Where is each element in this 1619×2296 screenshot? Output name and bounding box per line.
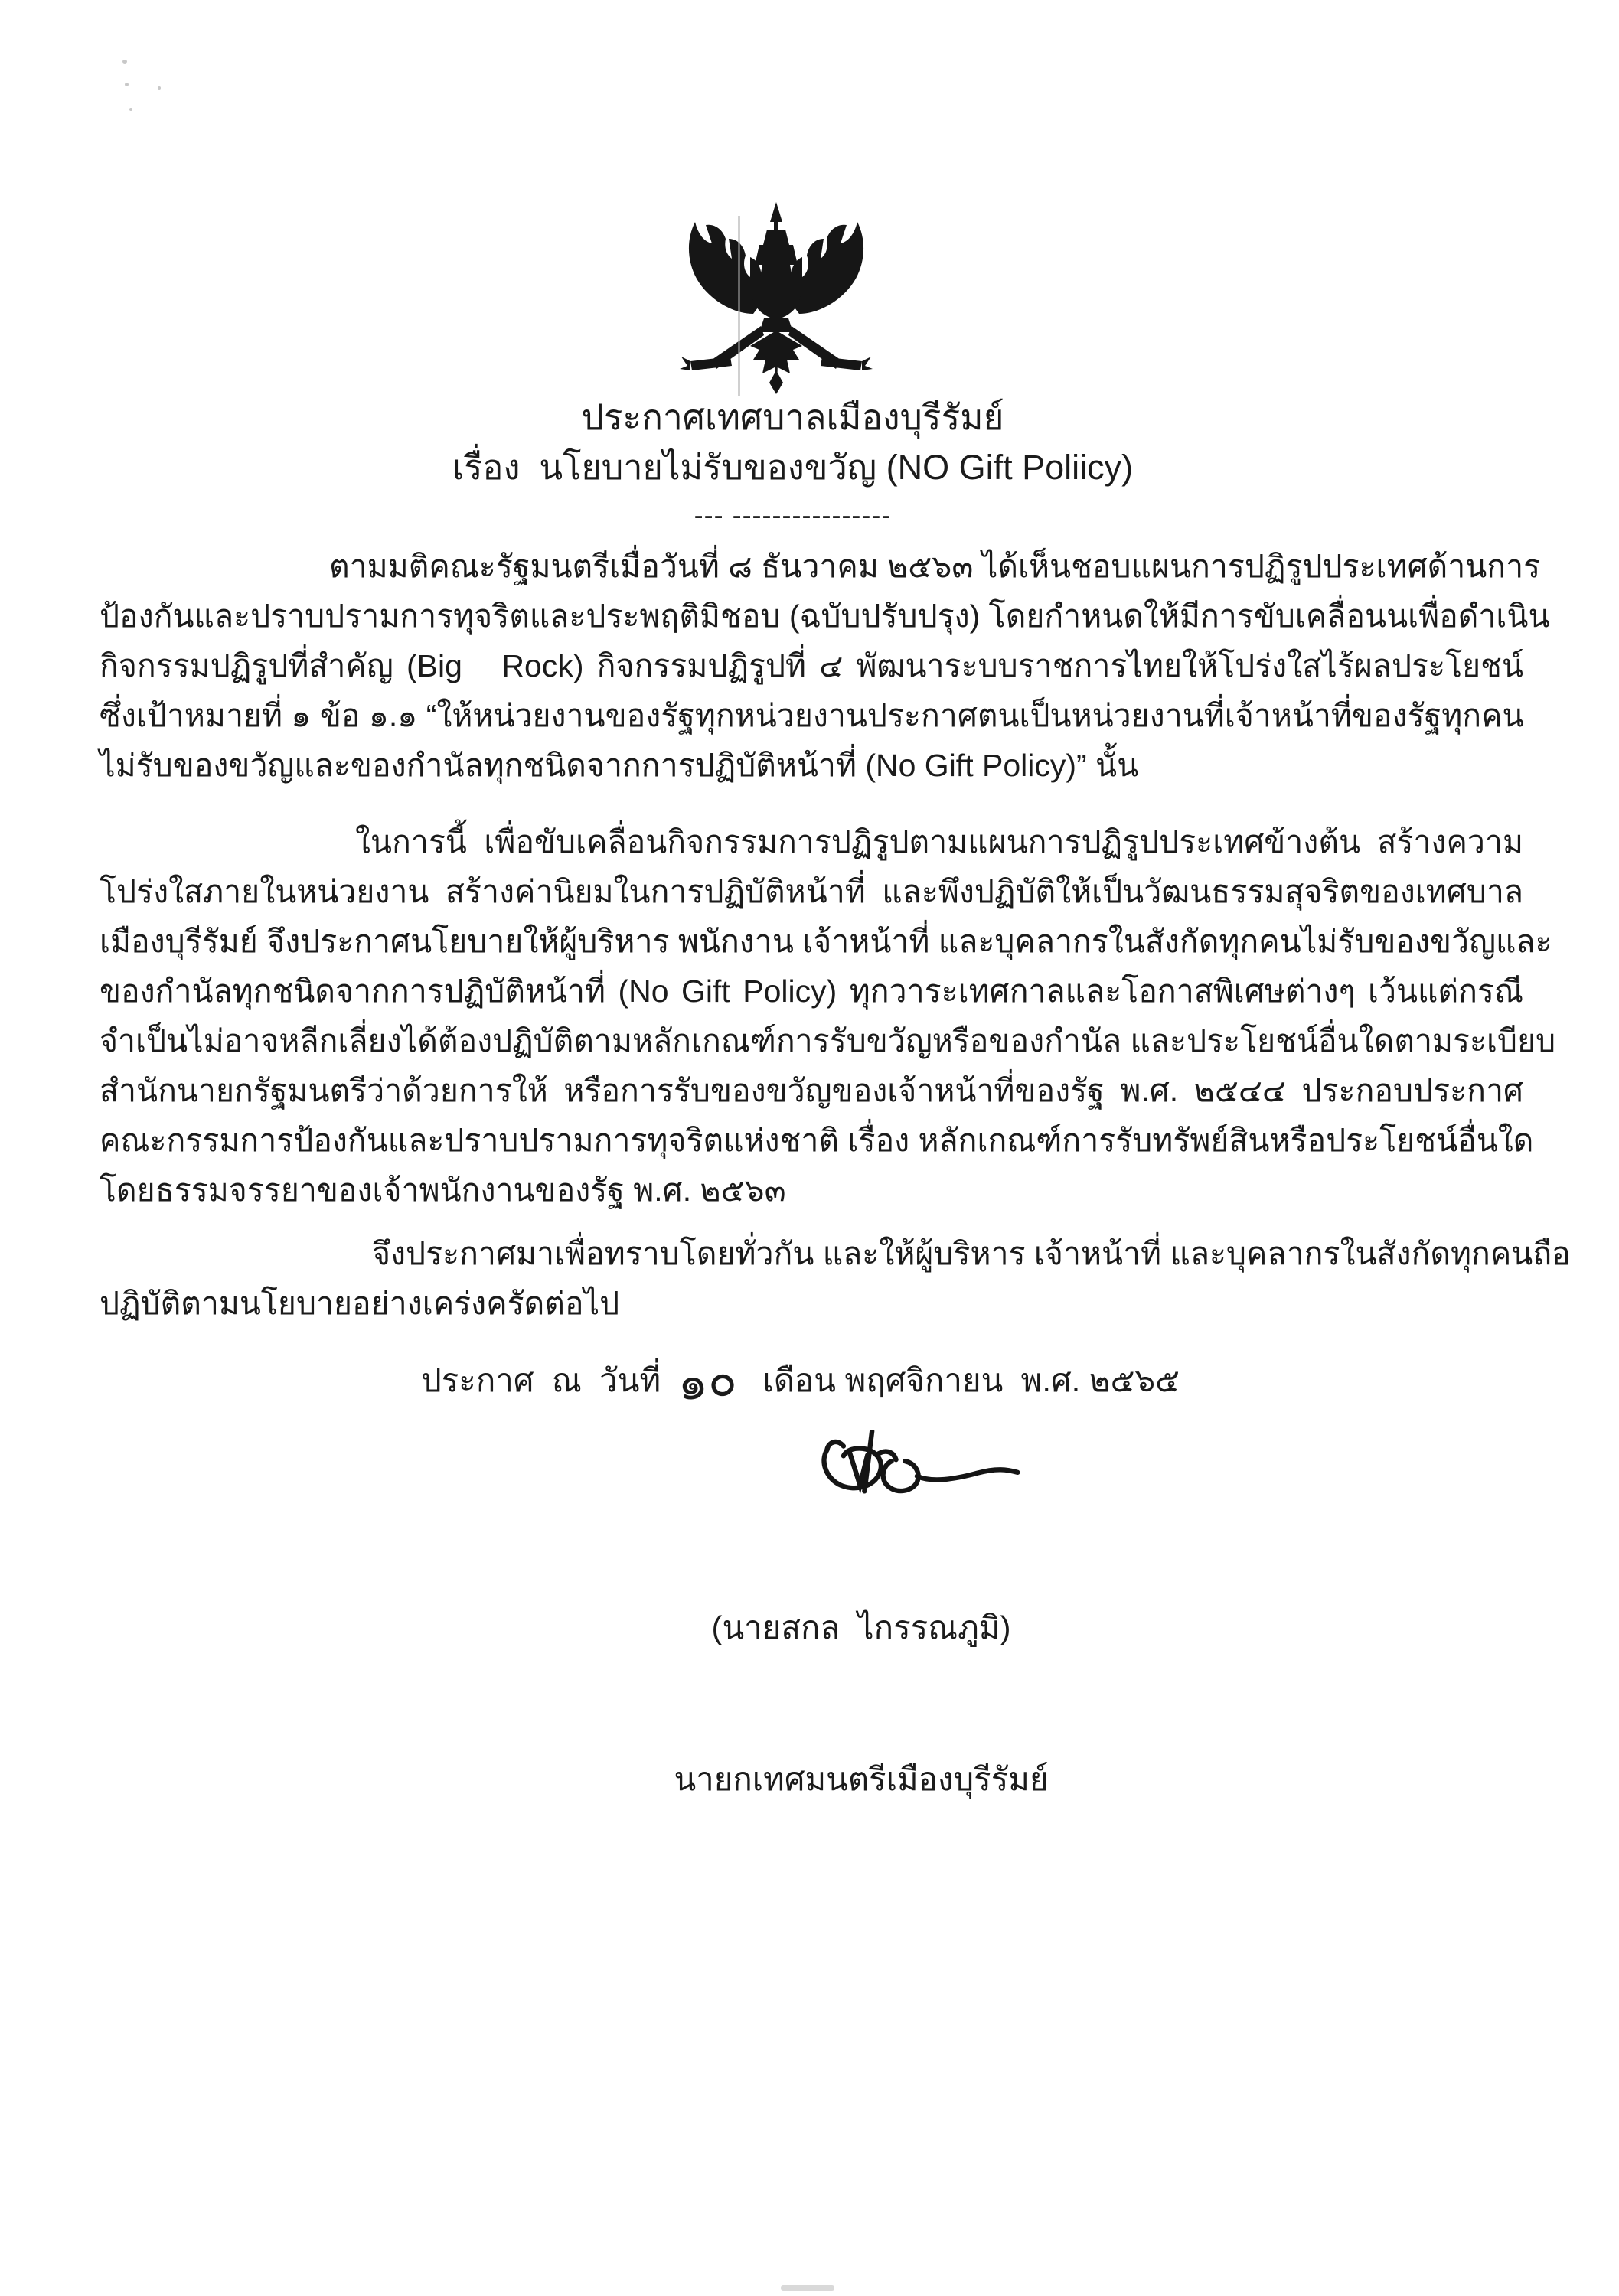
signer-name: (นายสกล ไกรรณภูมิ) xyxy=(711,1609,1011,1645)
paragraph-1 xyxy=(100,542,1550,791)
body-line: จึงประกาศมาเพื่อทราบโดยทั่วกัน และให้ผู้บริหาร เจ้าหน้าที่ และบุคลากรในสังกัดทุกคนถือ xyxy=(372,1236,1571,1271)
scan-fold-line xyxy=(738,216,740,396)
garuda-emblem xyxy=(664,199,888,398)
paragraph-3 xyxy=(100,1229,1571,1329)
body-line: เมืองบุรีรัมย์ จึงประกาศนโยบายให้ผู้บริหาร พนักงาน เจ้าหน้าที่ และบุคลากรในสังกัดทุกคนไม่รับของขวัญและ xyxy=(100,924,1552,959)
body-line: ของกำนัลทุกชนิดจากการปฏิบัติหน้าที่ (No Gift Policy) ทุกวาระเทศกาลและโอกาสพิเศษต่างๆ เว้นแต่กรณี xyxy=(100,974,1523,1009)
body-line: ซึ่งเป้าหมายที่ ๑ ข้อ ๑.๑ “ให้หน่วยงานของรัฐทุกหน่วยงานประกาศตนเป็นหน่วยงานที่เจ้าหน้าที่ของรัฐทุกคน xyxy=(100,698,1524,733)
signer-position: นายกเทศมนตรีเมืองบุรีรัมย์ xyxy=(674,1761,1049,1797)
signer-block xyxy=(666,1502,1056,1906)
body-line: จำเป็นไม่อาจหลีกเลี่ยงได้ต้องปฏิบัติตามหลักเกณฑ์การรับขวัญหรือของกำนัล และประโยชน์อื่นใดตามระเบียบ xyxy=(100,1023,1556,1058)
body-line: ป้องกันและปราบปรามการทุจริตและประพฤติมิชอบ (ฉบับปรับปรุง) โดยกำหนดให้มีการขับเคลื่อนนเพื่อดำเนิน xyxy=(100,598,1550,634)
date-day-handwritten: ๑๐ xyxy=(674,1352,739,1411)
body-line: ในการนี้ เพื่อขับเคลื่อนกิจกรรมการปฏิรูปตามแผนการปฏิรูปประเทศข้างต้น สร้างความ xyxy=(355,824,1523,859)
body-line: สำนักนายกรัฐมนตรีว่าด้วยการให้ หรือการรับของขวัญของเจ้าหน้าที่ของรัฐ พ.ศ. ๒๕๔๔ ประกอบประกาศ xyxy=(100,1073,1523,1108)
body-line: ปฏิบัติตามนโยบายอย่างเคร่งครัดต่อไป xyxy=(100,1286,620,1321)
signature-image xyxy=(810,1430,1021,1505)
body-line: คณะกรรมการป้องกันและปราบปรามการทุจริตแห่งชาติ เรื่อง หลักเกณฑ์การรับทรัพย์สินหรือประโยชน์อื่นใด xyxy=(100,1123,1534,1158)
scan-speck xyxy=(129,108,132,111)
body-line: กิจกรรมปฏิรูปที่สำคัญ (Big Rock) กิจกรรมปฏิรูปที่ ๔ พัฒนาระบบราชการไทยให้โปร่งใสไร้ผลประโยชน์ xyxy=(100,648,1523,683)
subject-line: เรื่อง นโยบายไม่รับของขวัญ (NO Gift Poliicy) xyxy=(452,448,1134,487)
page-title: ประกาศเทศบาลเมืองบุรีรัมย์ xyxy=(581,397,1004,437)
body-line: โปร่งใสภายในหน่วยงาน สร้างค่านิยมในการปฏิบัติหน้าที่ และพึงปฏิบัติให้เป็นวัฒนธรรมสุจริตของเทศบาล xyxy=(100,874,1523,909)
date-prefix: ประกาศ ณ วันที่ xyxy=(421,1362,661,1398)
body-line: ไม่รับของขวัญและของกำนัลทุกชนิดจากการปฏิบัติหน้าที่ (No Gift Policy)” นั้น xyxy=(100,748,1139,783)
scan-speck xyxy=(125,83,129,86)
body-line: ตามมติคณะรัฐมนตรีเมื่อวันที่ ๘ ธันวาคม ๒๕๖๓ ได้เห็นชอบแผนการปฏิรูปประเทศด้านการ xyxy=(329,549,1541,584)
date-line xyxy=(0,1353,1610,1463)
scan-speck xyxy=(122,60,127,64)
document-header xyxy=(0,392,1602,530)
date-suffix: เดือน พฤศจิกายน พ.ศ. ๒๕๖๕ xyxy=(762,1362,1180,1398)
scan-speck xyxy=(158,86,161,90)
body-line: โดยธรรมจรรยาของเจ้าพนักงานของรัฐ พ.ศ. ๒๕๖๓ xyxy=(100,1172,786,1208)
paragraph-2 xyxy=(100,817,1556,1215)
header-divider: --- ---------------- xyxy=(694,499,892,530)
scan-smudge xyxy=(781,2285,834,2291)
